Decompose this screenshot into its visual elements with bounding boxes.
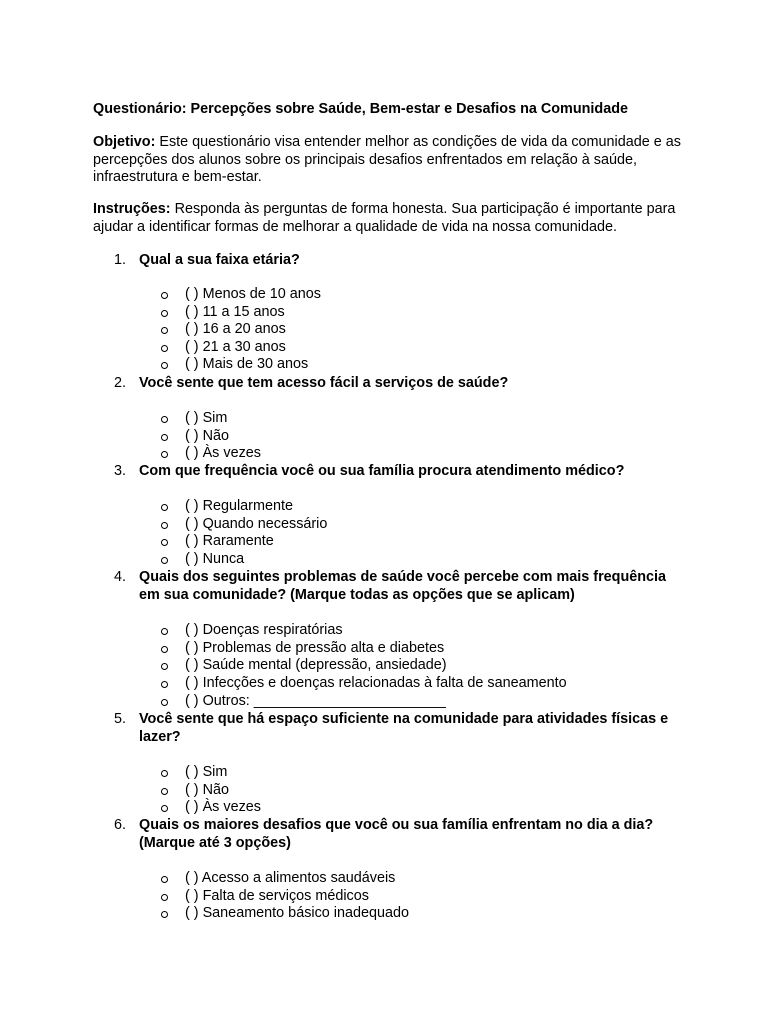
hollow-circle-bullet-icon xyxy=(160,321,170,339)
answer-option-label: ( ) Sim xyxy=(185,410,228,426)
answer-option-label: ( ) Quando necessário xyxy=(185,516,328,532)
answer-option-label: ( ) Regularmente xyxy=(185,498,293,514)
hollow-circle-bullet-icon xyxy=(160,622,170,640)
hollow-circle-bullet-icon xyxy=(160,657,170,675)
question-number: 2. xyxy=(114,375,127,391)
instructions-paragraph xyxy=(93,201,693,236)
answer-option-label: ( ) Às vezes xyxy=(185,445,261,461)
question-text: Você sente que há espaço suficiente na comunidade para atividades físicas e lazer? xyxy=(139,711,669,745)
answer-option-label: ( ) Às vezes xyxy=(185,799,261,815)
question-text: Você sente que tem acesso fácil a serviços de saúde? xyxy=(139,375,509,391)
hollow-circle-bullet-icon xyxy=(160,286,170,304)
answer-option-label: ( ) Falta de serviços médicos xyxy=(185,888,369,904)
hollow-circle-bullet-icon xyxy=(160,640,170,658)
instructions-label: Instruções: xyxy=(93,201,171,217)
answer-option-label: ( ) 21 a 30 anos xyxy=(185,339,286,355)
answer-option-label: ( ) Não xyxy=(185,782,229,798)
answer-option-label: ( ) Acesso a alimentos saudáveis xyxy=(185,870,396,886)
question-text: Quais dos seguintes problemas de saúde você percebe com mais frequência em sua comunidade? (Marque todas as opções que se aplicam) xyxy=(139,569,667,603)
answer-option-label: ( ) Menos de 10 anos xyxy=(185,286,321,302)
answer-option-label: ( ) Mais de 30 anos xyxy=(185,356,309,372)
hollow-circle-bullet-icon xyxy=(160,498,170,516)
hollow-circle-bullet-icon xyxy=(160,410,170,428)
question-number: 4. xyxy=(114,569,127,585)
hollow-circle-bullet-icon xyxy=(160,551,170,569)
answer-option-label: ( ) Problemas de pressão alta e diabetes xyxy=(185,640,445,656)
hollow-circle-bullet-icon xyxy=(160,693,170,711)
objective-text: Este questionário visa entender melhor as condições de vida da comunidade e as percepções dos alunos sobre os principais desafios enfrentados em relação à saúde, infraestrutura e bem-estar. xyxy=(93,134,681,186)
hollow-circle-bullet-icon xyxy=(160,888,170,906)
hollow-circle-bullet-icon xyxy=(160,870,170,888)
question-number: 5. xyxy=(114,711,127,727)
question-text: Quais os maiores desafios que você ou sua família enfrentam no dia a dia? (Marque até 3 opções) xyxy=(139,817,654,851)
answer-option-label: ( ) Sim xyxy=(185,764,228,780)
question-number: 1. xyxy=(114,252,127,268)
answer-option-label: ( ) Não xyxy=(185,428,229,444)
hollow-circle-bullet-icon xyxy=(160,905,170,923)
question-number: 6. xyxy=(114,817,127,833)
answer-option-label: ( ) Infecções e doenças relacionadas à falta de saneamento xyxy=(185,675,567,691)
answer-option-label: ( ) Saneamento básico inadequado xyxy=(185,905,410,921)
document-title: Questionário: Percepções sobre Saúde, Bem-estar e Desafios na Comunidade xyxy=(93,101,629,117)
question-text: Qual a sua faixa etária? xyxy=(139,252,300,268)
hollow-circle-bullet-icon xyxy=(160,675,170,693)
hollow-circle-bullet-icon xyxy=(160,428,170,446)
hollow-circle-bullet-icon xyxy=(160,533,170,551)
hollow-circle-bullet-icon xyxy=(160,799,170,817)
answer-option-label: ( ) Outros: ________________________ xyxy=(185,693,446,709)
answer-option-label: ( ) 16 a 20 anos xyxy=(185,321,286,337)
answer-option-label: ( ) Doenças respiratórias xyxy=(185,622,343,638)
hollow-circle-bullet-icon xyxy=(160,356,170,374)
answer-option-label: ( ) Raramente xyxy=(185,533,274,549)
hollow-circle-bullet-icon xyxy=(160,339,170,357)
hollow-circle-bullet-icon xyxy=(160,445,170,463)
answer-option-label: ( ) 11 a 15 anos xyxy=(185,304,285,320)
hollow-circle-bullet-icon xyxy=(160,782,170,800)
objective-label: Objetivo: xyxy=(93,134,156,150)
answer-option-label: ( ) Nunca xyxy=(185,551,245,567)
hollow-circle-bullet-icon xyxy=(160,304,170,322)
answer-option-label: ( ) Saúde mental (depressão, ansiedade) xyxy=(185,657,447,673)
hollow-circle-bullet-icon xyxy=(160,516,170,534)
instructions-text: Responda às perguntas de forma honesta. Sua participação é importante para ajudar a identificar formas de melhorar a qualidade de vida na nossa comunidade. xyxy=(93,201,676,235)
objective-paragraph xyxy=(93,134,693,187)
question-number: 3. xyxy=(114,463,127,479)
hollow-circle-bullet-icon xyxy=(160,764,170,782)
question-text: Com que frequência você ou sua família procura atendimento médico? xyxy=(139,463,625,479)
